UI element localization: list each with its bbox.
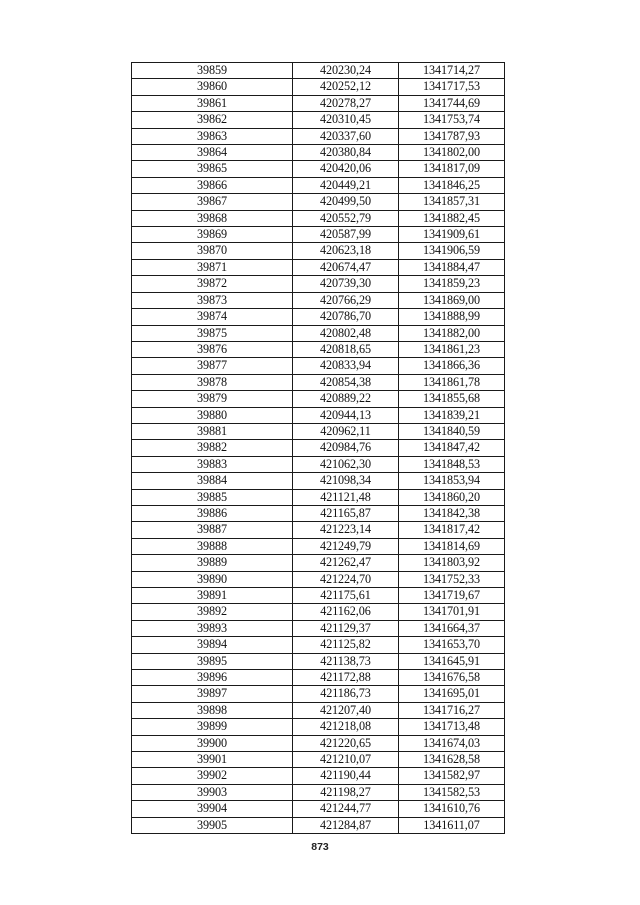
x-coordinate-cell: 421220,65	[293, 735, 399, 751]
y-coordinate-cell: 1341713,48	[399, 719, 505, 735]
x-coordinate-cell: 420230,24	[293, 63, 399, 79]
x-coordinate-cell: 421162,06	[293, 604, 399, 620]
table-row	[132, 538, 505, 554]
table-row	[132, 292, 505, 308]
y-coordinate-cell: 1341814,69	[399, 538, 505, 554]
x-coordinate-cell: 421284,87	[293, 817, 399, 833]
table-row	[132, 571, 505, 587]
x-coordinate-cell: 420962,11	[293, 423, 399, 439]
table-row	[132, 391, 505, 407]
point-number-cell: 39895	[132, 653, 293, 669]
point-number-cell: 39860	[132, 79, 293, 95]
point-number-cell: 39884	[132, 473, 293, 489]
y-coordinate-cell: 1341853,94	[399, 473, 505, 489]
y-coordinate-cell: 1341817,42	[399, 522, 505, 538]
x-coordinate-cell: 421262,47	[293, 555, 399, 571]
point-number-cell: 39868	[132, 210, 293, 226]
y-coordinate-cell: 1341695,01	[399, 686, 505, 702]
table-row	[132, 161, 505, 177]
x-coordinate-cell: 421165,87	[293, 505, 399, 521]
point-number-cell: 39903	[132, 784, 293, 800]
x-coordinate-cell: 420337,60	[293, 128, 399, 144]
table-row	[132, 95, 505, 111]
point-number-cell: 39899	[132, 719, 293, 735]
page-number: 873	[311, 841, 329, 853]
table-row	[132, 309, 505, 325]
x-coordinate-cell: 421175,61	[293, 588, 399, 604]
coordinates-table-body	[132, 63, 505, 834]
coordinates-table	[131, 62, 505, 834]
point-number-cell: 39896	[132, 670, 293, 686]
y-coordinate-cell: 1341869,00	[399, 292, 505, 308]
point-number-cell: 39891	[132, 588, 293, 604]
y-coordinate-cell: 1341857,31	[399, 194, 505, 210]
point-number-cell: 39864	[132, 145, 293, 161]
table-row	[132, 358, 505, 374]
y-coordinate-cell: 1341882,45	[399, 210, 505, 226]
y-coordinate-cell: 1341674,03	[399, 735, 505, 751]
y-coordinate-cell: 1341582,97	[399, 768, 505, 784]
table-row	[132, 784, 505, 800]
x-coordinate-cell: 420552,79	[293, 210, 399, 226]
point-number-cell: 39900	[132, 735, 293, 751]
x-coordinate-cell: 421125,82	[293, 637, 399, 653]
table-row	[132, 440, 505, 456]
table-row	[132, 177, 505, 193]
x-coordinate-cell: 420984,76	[293, 440, 399, 456]
table-row	[132, 145, 505, 161]
x-coordinate-cell: 420854,38	[293, 374, 399, 390]
table-row	[132, 341, 505, 357]
table-row	[132, 801, 505, 817]
x-coordinate-cell: 420252,12	[293, 79, 399, 95]
table-row	[132, 604, 505, 620]
point-number-cell: 39902	[132, 768, 293, 784]
x-coordinate-cell: 421121,48	[293, 489, 399, 505]
point-number-cell: 39885	[132, 489, 293, 505]
y-coordinate-cell: 1341909,61	[399, 227, 505, 243]
table-row	[132, 325, 505, 341]
point-number-cell: 39870	[132, 243, 293, 259]
point-number-cell: 39886	[132, 505, 293, 521]
y-coordinate-cell: 1341882,00	[399, 325, 505, 341]
x-coordinate-cell: 421186,73	[293, 686, 399, 702]
x-coordinate-cell: 421138,73	[293, 653, 399, 669]
table-row	[132, 210, 505, 226]
table-row	[132, 112, 505, 128]
point-number-cell: 39878	[132, 374, 293, 390]
point-number-cell: 39875	[132, 325, 293, 341]
point-number-cell: 39889	[132, 555, 293, 571]
point-number-cell: 39862	[132, 112, 293, 128]
point-number-cell: 39879	[132, 391, 293, 407]
x-coordinate-cell: 420499,50	[293, 194, 399, 210]
y-coordinate-cell: 1341846,25	[399, 177, 505, 193]
x-coordinate-cell: 420278,27	[293, 95, 399, 111]
table-row	[132, 817, 505, 833]
table-row	[132, 407, 505, 423]
x-coordinate-cell: 420802,48	[293, 325, 399, 341]
x-coordinate-cell: 421062,30	[293, 456, 399, 472]
point-number-cell: 39887	[132, 522, 293, 538]
point-number-cell: 39897	[132, 686, 293, 702]
y-coordinate-cell: 1341611,07	[399, 817, 505, 833]
x-coordinate-cell: 421207,40	[293, 702, 399, 718]
point-number-cell: 39901	[132, 752, 293, 768]
table-row	[132, 653, 505, 669]
y-coordinate-cell: 1341842,38	[399, 505, 505, 521]
y-coordinate-cell: 1341716,27	[399, 702, 505, 718]
y-coordinate-cell: 1341906,59	[399, 243, 505, 259]
x-coordinate-cell: 420739,30	[293, 276, 399, 292]
table-row	[132, 505, 505, 521]
table-row	[132, 719, 505, 735]
table-row	[132, 735, 505, 751]
y-coordinate-cell: 1341847,42	[399, 440, 505, 456]
point-number-cell: 39904	[132, 801, 293, 817]
y-coordinate-cell: 1341802,00	[399, 145, 505, 161]
x-coordinate-cell: 420587,99	[293, 227, 399, 243]
table-row	[132, 555, 505, 571]
x-coordinate-cell: 421249,79	[293, 538, 399, 554]
table-row	[132, 752, 505, 768]
table-row	[132, 63, 505, 79]
y-coordinate-cell: 1341803,92	[399, 555, 505, 571]
table-row	[132, 259, 505, 275]
y-coordinate-cell: 1341653,70	[399, 637, 505, 653]
point-number-cell: 39867	[132, 194, 293, 210]
point-number-cell: 39877	[132, 358, 293, 374]
x-coordinate-cell: 420889,22	[293, 391, 399, 407]
x-coordinate-cell: 420818,65	[293, 341, 399, 357]
y-coordinate-cell: 1341861,23	[399, 341, 505, 357]
table-row	[132, 637, 505, 653]
x-coordinate-cell: 421129,37	[293, 620, 399, 636]
x-coordinate-cell: 420944,13	[293, 407, 399, 423]
table-row	[132, 423, 505, 439]
x-coordinate-cell: 421244,77	[293, 801, 399, 817]
point-number-cell: 39888	[132, 538, 293, 554]
point-number-cell: 39872	[132, 276, 293, 292]
x-coordinate-cell: 421218,08	[293, 719, 399, 735]
point-number-cell: 39876	[132, 341, 293, 357]
y-coordinate-cell: 1341628,58	[399, 752, 505, 768]
x-coordinate-cell: 420420,06	[293, 161, 399, 177]
x-coordinate-cell: 420380,84	[293, 145, 399, 161]
point-number-cell: 39883	[132, 456, 293, 472]
y-coordinate-cell: 1341839,21	[399, 407, 505, 423]
point-number-cell: 39861	[132, 95, 293, 111]
point-number-cell: 39892	[132, 604, 293, 620]
y-coordinate-cell: 1341701,91	[399, 604, 505, 620]
table-row	[132, 456, 505, 472]
y-coordinate-cell: 1341866,36	[399, 358, 505, 374]
table-row	[132, 276, 505, 292]
y-coordinate-cell: 1341787,93	[399, 128, 505, 144]
table-row	[132, 620, 505, 636]
table-row	[132, 588, 505, 604]
y-coordinate-cell: 1341664,37	[399, 620, 505, 636]
x-coordinate-cell: 420786,70	[293, 309, 399, 325]
point-number-cell: 39898	[132, 702, 293, 718]
y-coordinate-cell: 1341676,58	[399, 670, 505, 686]
point-number-cell: 39905	[132, 817, 293, 833]
x-coordinate-cell: 420674,47	[293, 259, 399, 275]
x-coordinate-cell: 420623,18	[293, 243, 399, 259]
y-coordinate-cell: 1341884,47	[399, 259, 505, 275]
y-coordinate-cell: 1341582,53	[399, 784, 505, 800]
y-coordinate-cell: 1341744,69	[399, 95, 505, 111]
y-coordinate-cell: 1341840,59	[399, 423, 505, 439]
y-coordinate-cell: 1341817,09	[399, 161, 505, 177]
table-row	[132, 670, 505, 686]
y-coordinate-cell: 1341610,76	[399, 801, 505, 817]
x-coordinate-cell: 421098,34	[293, 473, 399, 489]
y-coordinate-cell: 1341855,68	[399, 391, 505, 407]
point-number-cell: 39880	[132, 407, 293, 423]
x-coordinate-cell: 420310,45	[293, 112, 399, 128]
point-number-cell: 39893	[132, 620, 293, 636]
y-coordinate-cell: 1341861,78	[399, 374, 505, 390]
point-number-cell: 39866	[132, 177, 293, 193]
y-coordinate-cell: 1341753,74	[399, 112, 505, 128]
x-coordinate-cell: 421172,88	[293, 670, 399, 686]
table-row	[132, 473, 505, 489]
point-number-cell: 39890	[132, 571, 293, 587]
x-coordinate-cell: 421224,70	[293, 571, 399, 587]
y-coordinate-cell: 1341645,91	[399, 653, 505, 669]
y-coordinate-cell: 1341714,27	[399, 63, 505, 79]
table-row	[132, 768, 505, 784]
y-coordinate-cell: 1341860,20	[399, 489, 505, 505]
point-number-cell: 39881	[132, 423, 293, 439]
y-coordinate-cell: 1341848,53	[399, 456, 505, 472]
y-coordinate-cell: 1341717,53	[399, 79, 505, 95]
table-row	[132, 522, 505, 538]
point-number-cell: 39869	[132, 227, 293, 243]
x-coordinate-cell: 421210,07	[293, 752, 399, 768]
y-coordinate-cell: 1341888,99	[399, 309, 505, 325]
table-row	[132, 686, 505, 702]
point-number-cell: 39874	[132, 309, 293, 325]
x-coordinate-cell: 421223,14	[293, 522, 399, 538]
y-coordinate-cell: 1341752,33	[399, 571, 505, 587]
table-row	[132, 243, 505, 259]
table-row	[132, 79, 505, 95]
table-row	[132, 702, 505, 718]
y-coordinate-cell: 1341719,67	[399, 588, 505, 604]
table-row	[132, 194, 505, 210]
y-coordinate-cell: 1341859,23	[399, 276, 505, 292]
table-row	[132, 128, 505, 144]
point-number-cell: 39865	[132, 161, 293, 177]
point-number-cell: 39882	[132, 440, 293, 456]
table-row	[132, 227, 505, 243]
table-row	[132, 374, 505, 390]
table-row	[132, 489, 505, 505]
x-coordinate-cell: 421198,27	[293, 784, 399, 800]
x-coordinate-cell: 420766,29	[293, 292, 399, 308]
point-number-cell: 39859	[132, 63, 293, 79]
x-coordinate-cell: 420449,21	[293, 177, 399, 193]
point-number-cell: 39863	[132, 128, 293, 144]
point-number-cell: 39873	[132, 292, 293, 308]
x-coordinate-cell: 421190,44	[293, 768, 399, 784]
point-number-cell: 39871	[132, 259, 293, 275]
x-coordinate-cell: 420833,94	[293, 358, 399, 374]
point-number-cell: 39894	[132, 637, 293, 653]
